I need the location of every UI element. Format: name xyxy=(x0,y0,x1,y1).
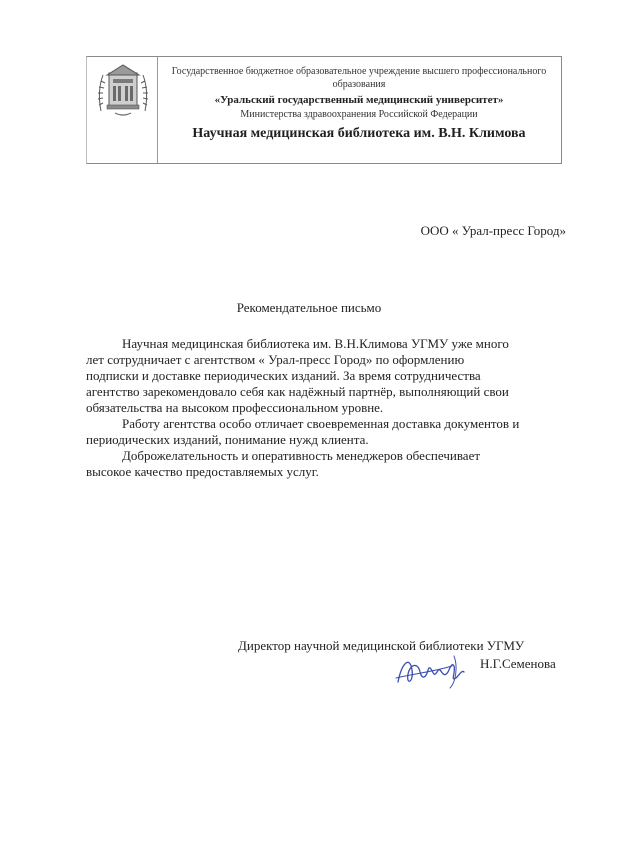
library-name: Научная медицинская библиотека им. В.Н. Климова xyxy=(192,126,526,141)
text-line: агентство зарекомендовало себя как надёжный партнёр, выполняющий свои xyxy=(86,384,509,399)
letter-body xyxy=(86,336,566,480)
text-line: Доброжелательность и оперативность менеджеров обеспечивает xyxy=(122,448,481,463)
text-line: периодических изданий, понимание нужд клиента. xyxy=(86,432,369,447)
handwritten-signature xyxy=(392,648,482,692)
paragraph xyxy=(86,416,566,448)
document-title: Рекомендательное письмо xyxy=(236,300,382,315)
text-line: лет сотрудничает с агентством « Урал-пресс Город» по оформлению xyxy=(86,352,465,367)
recipient: ООО « Урал-пресс Город» xyxy=(420,223,566,238)
signer-name: Н.Г.Семенова xyxy=(480,656,556,671)
header-divider xyxy=(157,57,158,163)
institution-type-cont: образования xyxy=(332,79,386,90)
text-line: Научная медицинская библиотека им. В.Н.Климова УГМУ уже много xyxy=(122,336,509,351)
paragraph xyxy=(86,336,566,416)
text-line: обязательства на высоком профессиональном уровне. xyxy=(86,400,384,415)
letterhead xyxy=(86,56,562,164)
paragraph xyxy=(86,448,566,480)
text-line: высокое качество предоставляемых услуг. xyxy=(86,464,319,479)
text-line: подписки и доставке периодических изданий. За время сотрудничества xyxy=(86,368,481,383)
university-name: «Уральский государственный медицинский университет» xyxy=(214,94,504,106)
ministry-name: Министерства здравоохранения Российской Федерации xyxy=(240,109,478,120)
university-emblem-icon xyxy=(93,61,153,119)
institution-type: Государственное бюджетное образовательное учреждение высшего профессионального xyxy=(171,66,547,77)
letterhead-text xyxy=(159,65,559,143)
signer-title: Директор научной медицинской библиотеки УГМУ xyxy=(238,638,525,653)
text-line: Работу агентства особо отличает своевременная доставка документов и xyxy=(122,416,520,431)
